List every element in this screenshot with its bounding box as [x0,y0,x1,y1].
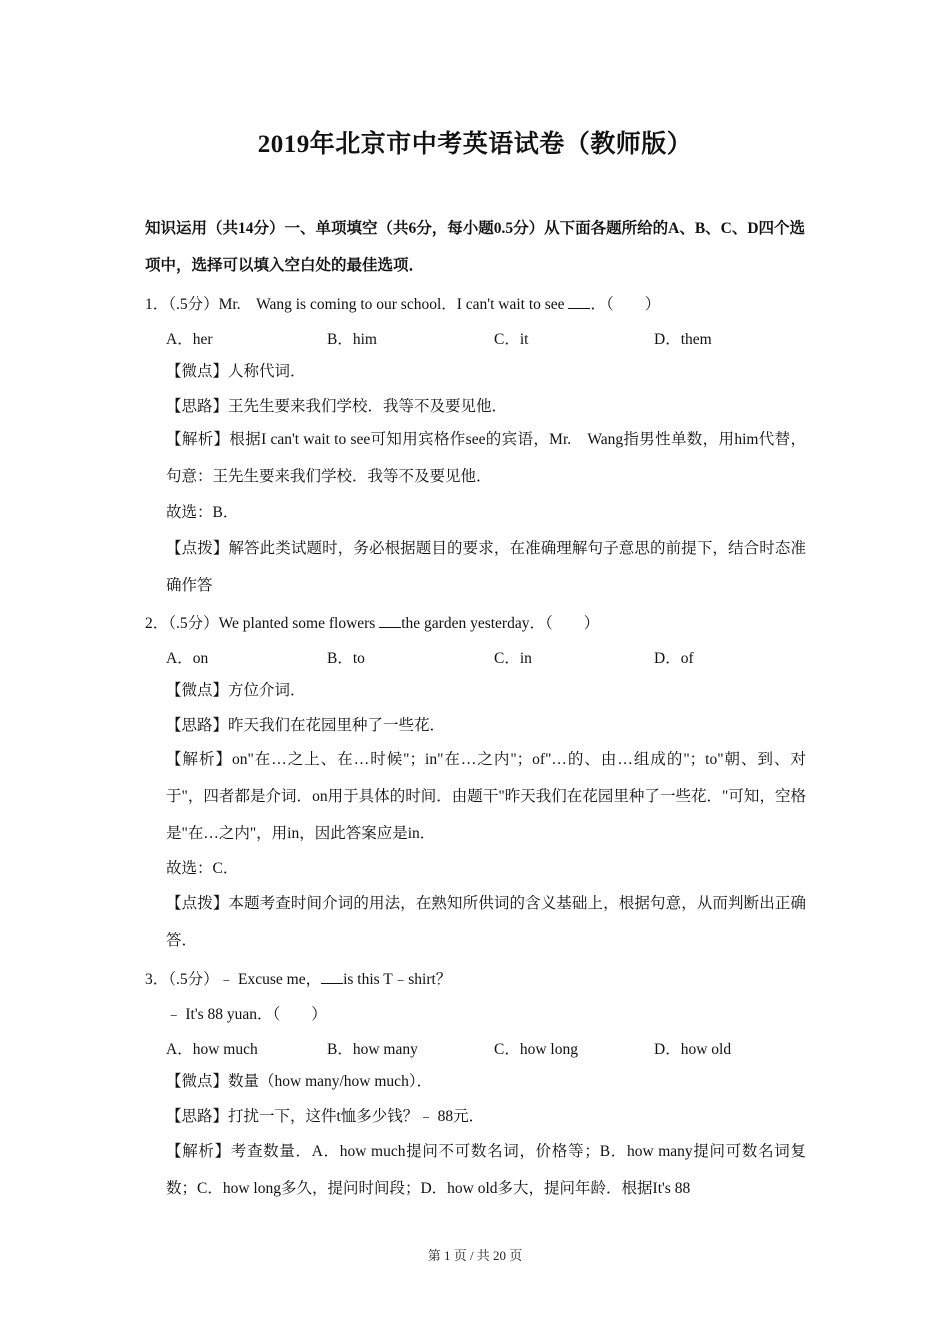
question-1-answer: 故选：B． [166,504,239,521]
question-1-stem-b: ．（ ） [590,296,661,313]
question-1-stem [145,292,660,314]
question-2-stem-b: the garden yesterday．（ ） [401,615,600,632]
question-2-option-c: C．in [494,650,532,667]
question-2-point: 【微点】方位介词． [166,682,306,699]
question-3-stem-reply: ﹣ It's 88 yuan．（ ） [166,1006,327,1023]
page-title: 2019年北京市中考英语试卷（教师版） [257,131,693,158]
question-1-tip: 【点拨】解答此类试题时，务必根据题目的要求，在准确理解句子意思的前提下，结合时态准确作答 [166,540,806,594]
question-2-answer: 故选：C． [166,860,239,877]
answer-blank [568,294,590,309]
question-2-idea: 【思路】昨天我们在花园里种了一些花． [166,717,446,734]
question-1-analysis: 【解析】根据I can't wait to see可知用宾格作see的宾语，Mr. Wang指男性单数，用him代替，句意：王先生要来我们学校．我等不及要见他． [166,431,806,485]
question-3-option-b: B．how many [327,1041,418,1058]
question-3-stem-b: is this T﹣shirt？ [343,971,452,988]
question-3-idea: 【思路】打扰一下，这件t恤多少钱？﹣ 88元． [166,1108,485,1125]
question-2-stem-a: 2．（.5分）We planted some flowers [145,615,380,632]
question-2-stem [145,611,599,633]
question-1-option-d: D．them [654,331,712,348]
question-1-option-b: B．him [327,331,377,348]
question-1-idea: 【思路】王先生要来我们学校．我等不及要见他． [166,398,508,415]
question-1-stem-a: 1．（.5分）Mr. Wang is coming to our school．I can't wait to see [145,296,569,313]
section-intro: 知识运用（共14分）一、单项填空（共6分，每小题0.5分）从下面各题所给的A、B、C、D四个选项中，选择可以填入空白处的最佳选项． [145,220,806,274]
question-2-option-a: A．on [166,650,209,667]
question-1-option-c: C．it [494,331,529,348]
question-1-point: 【微点】人称代词． [166,363,306,380]
question-3-stem-a: 3．（.5分）﹣ Excuse me， [145,971,322,988]
question-3-analysis: 【解析】考查数量．A．how much提问不可数名词，价格等；B．how many提问可数名词复数；C．how long多久，提问时间段；D．how old多大，提问年龄．根据It's 88 [166,1143,806,1197]
question-2-option-d: D．of [654,650,694,667]
question-2-option-b: B．to [327,650,365,667]
question-3-option-d: D．how old [654,1041,732,1058]
question-2-tip: 【点拨】本题考查时间介词的用法，在熟知所供词的含义基础上，根据句意，从而判断出正确答． [166,895,806,949]
question-3-point: 【微点】数量（how many/how much）． [166,1073,433,1090]
question-1-option-a: A．her [166,331,213,348]
question-2-analysis: 【解析】on"在…之上、在…时候"；in"在…之内"；of"…的、由…组成的"；to"朝、到、对于"，四者都是介词．on用于具体的时间．由题干"昨天我们在花园里种了一些花．"可知，空格是"在…之内"，用in，因此答案应是in． [166,751,806,842]
question-3-option-a: A．how much [166,1041,258,1058]
page-footer: 第 1 页 / 共 20 页 [427,1248,523,1263]
question-3-option-c: C．how long [494,1041,578,1058]
question-3-stem [145,967,451,989]
answer-blank [379,613,401,628]
answer-blank [321,969,343,984]
